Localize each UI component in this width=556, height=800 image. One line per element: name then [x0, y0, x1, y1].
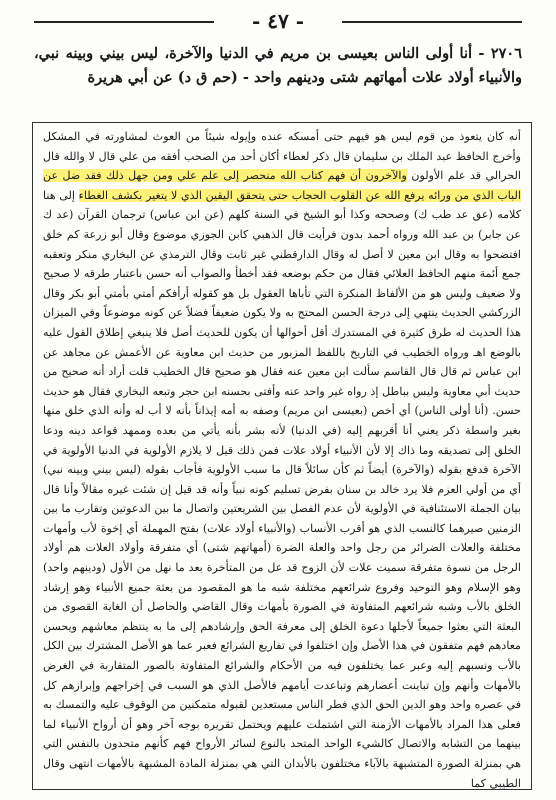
header-rule-right — [342, 21, 522, 23]
header-rule-left — [34, 21, 214, 23]
commentary-text-after: إلى هنا كلامه (عق عد طب ك) وصححه وكذا أبو الشيخ في السنة كلهم (عن ابن عباس) ترجمان القرآن (عد ك عن جابر) بن عبد الله ورواه أحمد بدون فرأيت قال الذهبي كابن الجوزي موضوع وقال أبو زرعة كم خلق افتضحوا به وقال ابن معين لا أصل له وقال الدارقطني غير ثابت وقال الترمذي عن البخاري منكر وتعقبه جمع أئمة منهم الحافظ العلائي فقال من حكم بوضعه فقد أخطأ والصواب أنه حسن باعتبار طرقه لا صحيح ولا ضعيف وليس هو من الألفاظ المنكرة التي تأباها العقول بل هو كقوله أرأفكم أمتي بأمتي أبو بكر وقال الزركشي الحديث ينتهي إلى درجة الحسن المحتج به ولا يكون ضعيفاً فضلاً عن كونه موضوعاً وفي الميزان هذا الحديث له طرق كثيرة في المستدرك أقل أحوالها أن يكون للحديث أصل فلا ينبغي إطلاق القول عليه بالوضع اهـ ورواه الخطيب في التاريخ باللفظ المزبور من حديث ابن معاوية عن الأعمش عن مجاهد عن ابن عباس ثم قال قال القاسم سألت ابن معين عنه فقال هو صحيح قال الخطيب قلت أراد أنه صحيح من حديث أبي معاوية وليس بباطل إذ رواه غير واحد عنه وأفتى بحسنه ابن حجر وتبعه البخاري فقال هو حديث حسن. (أنا أولى الناس) أي أخص (بعيسى ابن مريم) وصفه به أمه إيذاناً بأنه لا أب له وأنه الذي خلق منها بغير واسطة ذكر يعني أنا أقربهم إليه (في الدنيا) لأنه بشر بأنه يأتي من بعده وممهد قواعد دينه ودعا الخلق إلى تصديقه وما ذاك إلا لأن الأنبياء أولاد علات فمن ذلك قيل لا يلازم الأولوية في الدنيا الأولوية في الآخرة فدفع بقوله (والآخرة) أيضاً ثم كأن سائلاً قال ما سبب الأولوية فأجاب بقوله (ليس بيني وبينه نبي) أي من أولي العزم فلا يرد خالد بن سنان بفرض تسليم كونه نبياً وأنه قد قيل إن شئت غيره مقالاً وأنا قال بيان الجملة الاستئنافية في الأولوية لأن عدم الفصل بين الشريعتين واتصال ما بين الدعوتين وتقارب ما بين الزمنين صيرهما كالنسب الذي هو أقرب الأنساب (والأنبياء أولاد علات) بفتح المهملة أي إخوة لأب وأمهات مختلفة والعلات الضرائر من رجل واحد والعلة الضرة (أمهاتهم شتى) أي متفرقة وأولاد العلات هم أولاد الرجل من نسوة متفرقة سميت علات لأن الزوج قد عل من المتأخرة بعد ما نهل من الأول (ودينهم واحد) وهو الإسلام وهو التوحيد وفروع شرائعهم مختلفة شبه ما هو المقصود من بعثة جميع الأنبياء وهو إرشاد الخلق بالأب وشبه شرائعهم المتفاوتة في الصورة بأمهات وقال القاضي والحاصل أن الغاية القصوى من البعثة التي بعثوا جميعاً لأجلها دعوة الخلق إلى معرفة الحق وإرشادهم إلى ما به ينتظم معاشهم ويحسن معادهم فهم متفقون في هذا الأصل وإن اختلفوا في تفاريع الشرائع فعبر عما هو الأصل المشترك بين الكل بالأب ونسبهم إليه وعبر عما يختلفون فيه من الأحكام والشرائع المتفاوتة بالصور المتقاربة في الغرض بالأمهات وأنهم وإن تباينت أعصارهم وتباعدت أيامهم فالأصل الذي هو السبب في إخراجهم وإبرازهم كل في عصره واحد وهو الدين الحق الذي فطر الناس مستعدين لقبوله متمكنين من الوقوف عليه والتمسك به فعلى هذا المراد بالأمهات الأزمنة التي اشتملت عليهم ويحتمل تقريره بوجه آخر وهو أن أرواح الأنبياء لما بينهما من التشابه والاتصال كالشيء الواحد المتحد بالنوع لسائر الأرواح فهم كأنهم متحدون بالنفس التي هي بمنزلة الصورة المتشبهة بالآباء مختلفون بالأبدان التي هي بمنزلة المادة المشبهة بالأمهات انتهى وقال الطيبي كما — [43, 188, 521, 790]
commentary-text-before: أنه كان يتعوذ من قوم ليس هو فيهم حتى أمسكه عنده وإيوله شيئاً من العوث لمشاورته في المشكل وأخرج الحافظ عبد الملك بن سليمان قال ذكر لعطاء أكان أحد من الصحب أفقه من علي قال لا والله قال الحرالي قد علم الأولون — [43, 130, 521, 183]
highlighted-passage: والآخرون أن فهم كتاب الله منحصر إلى علم علي ومن جهل ذلك فقد ضل عن الباب الذي من ورائه يرفع الله عن القلوب الحجاب حتى يتحقق اليقين الذي لا يتغير بكشف الغطاء — [43, 169, 521, 202]
commentary-box — [32, 122, 532, 790]
commentary-paragraph — [43, 127, 521, 790]
page-number: - ٤٧ - — [238, 9, 318, 33]
page-header — [28, 6, 528, 36]
hadith-text: ٢٧٠٦ - أنا أولى الناس بعيسى بن مريم في الدنيا والآخرة، ليس بيني وبينه نبي، والأنبياء أولاد علات أمهاتهم شتى ودينهم واحد - (حم ق د) عن أبي هريرة — [34, 45, 522, 86]
